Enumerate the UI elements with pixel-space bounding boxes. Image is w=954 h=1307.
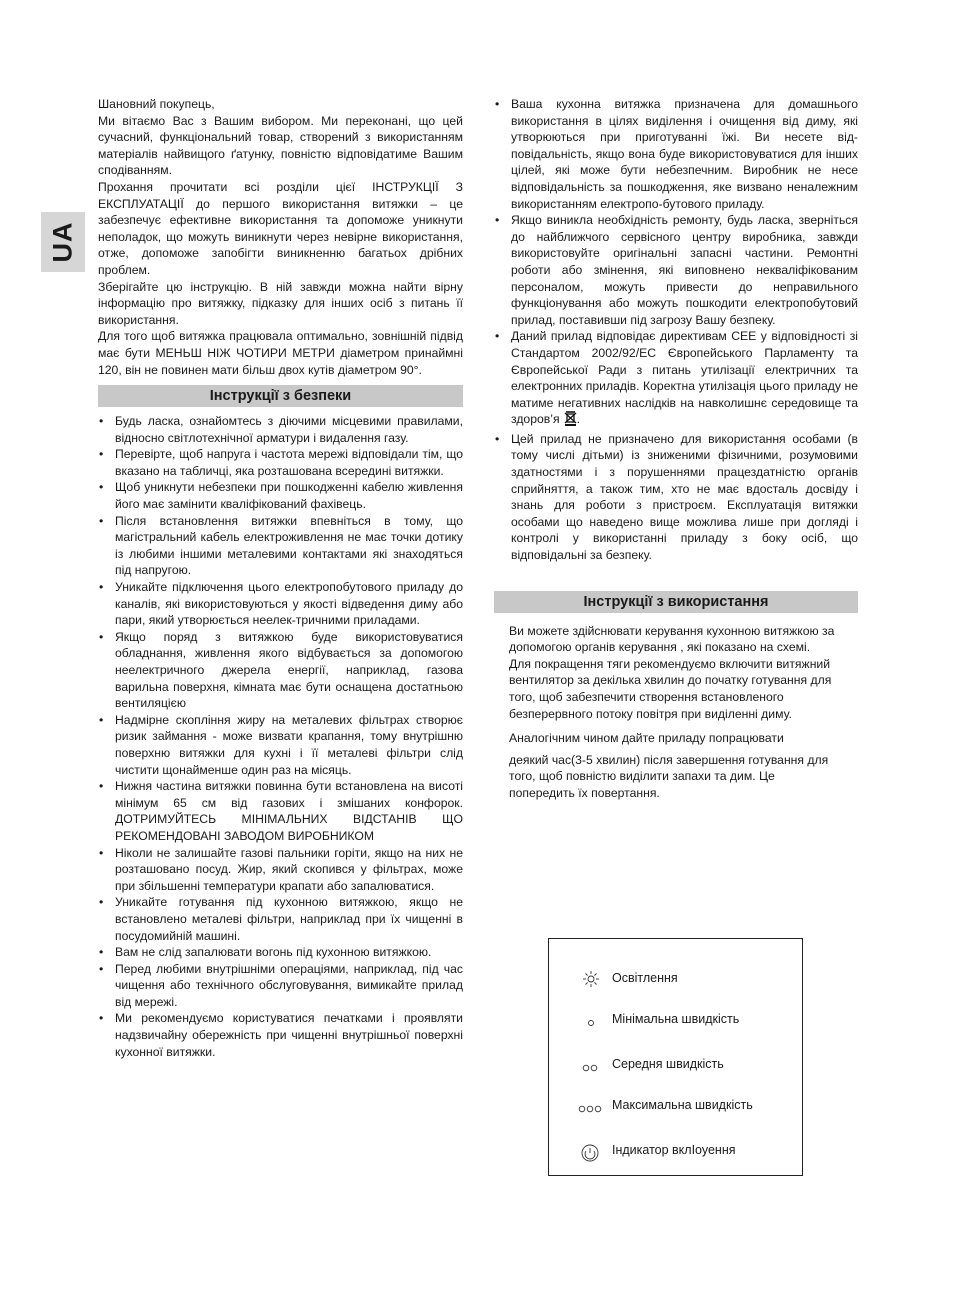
left-column [98,96,463,1060]
list-item: • Перевірте, щоб напруга і частота мережі відповідали тім, що вказано на табличці, яка розташована всередині витяжки. [98,446,463,479]
control-legend [548,938,803,1176]
speed-3-icon [577,1094,607,1118]
usage-text [494,623,858,802]
safety-section-title: Інструкції з безпеки [98,385,463,407]
speed-2-icon [577,1053,607,1077]
list-item: • Ніколи не залишайте газові пальники горіти, якщо на них не розташовано посуд. Жир, який скопився у фільтрах, може при збільшенні температури крапати або запалюватися. [98,845,463,895]
legend-label: Індикатор вклІоуення [612,1143,736,1157]
list-item: • Надмірне скоплiння жиру на металевих фільтрах створює ризик займання - може визвати крапання, тому внутрішню поверхню витяжки для кухні і її металеві фільтри слід чистити щонайменше один раз на місяць. [98,712,463,778]
legend-label: Середня швидкість [612,1057,724,1071]
legend-row-light [549,967,802,991]
list-item: • Ми рекомендуємо користуватися печатками і проявляти надзвичайну обережність при чищенні внутрішньої поверхні кухонної витяжки. [98,1010,463,1060]
legend-row-speed-3 [549,1094,802,1118]
list-item-text: Даний прилад відповідає директивам CEE у відповідності зі Стандартом 2002/92/EC Європейського Парламенту та Європейської Ради з питань утилізації електричних та електронних приладів. Коректна утилізація цього приладу не матиме негативних наслідків на навколишнє середовище та здоров’я [511,329,858,427]
list-item: • Після встановлення витяжки впевніться в тому, що магістральний кабель електроживлення не має точки дотику із любими іншими металевими контактами які знаходяться під напругою. [98,513,463,579]
legend-label: Мінімальна швидкість [612,1012,740,1026]
legend-row-power-indicator [549,1139,802,1163]
general-list [494,96,858,564]
safety-list [98,413,463,1060]
language-tab [41,212,85,272]
usage-paragraph: Аналогічним чином дайте приладу попрацювати [509,731,784,746]
usage-section-title: Інструкції з використання [494,591,858,613]
intro-paragraph: Ми вітаємо Вас з Вашим вибором. Ми переконані, що цей сучасний, функціональний товар, створений з використанням матеріалів найвищого ґатунку, повністю відповідатиме Вашим сподіванням. [98,113,463,178]
legend-label: Освітлення [612,971,678,985]
right-column [494,96,858,802]
list-item: • Уникайте підключення цього електропобутового приладу до каналів, які використовуються у якості відведення диму або пари, який утворюється неелек-тричними приладами. [98,579,463,629]
language-code: UA [47,221,78,263]
legend-row-speed-1 [549,1008,802,1032]
intro-paragraph: Для того щоб витяжка працювала оптимально, зовнішній підвід має бути МЕНЬШ НІЖ ЧОТИРИ МЕТРИ діаметром принаймні 120, він не повинен мати більш двох кутів діаметром 90°. [98,329,463,377]
list-item: • Якщо поряд з витяжкою буде використовуватися обладнання, живлення якого відбувається за допомогою неелектричного джерела енергії, наприклад, газова варильна поверхня, кімната має бути оснащена достатньою вентиляцією [98,629,463,712]
intro-paragraph: Зберігайте цю інструкцію. В ній завжди можна найти вірну інформацію про витяжку, підказку для інших осіб з питань її використання. [98,279,463,327]
weee-bin-icon [564,411,577,431]
list-item: • Уникайте готування під кухонною витяжкою, якщо не встановлено металеві фільтри, наприклад при їх чищенні в посудомийній машині. [98,894,463,944]
light-icon [577,967,607,991]
list-item: • Цей прилад не призначено для використання особами (в тому числі дітьми) із зниженими фізичними, розумовими здатностями і з порушеннями працездатністю органів сприйняття, а також тим, хто не має вдосталь досвіду і знань для роботи з пристроєм. Експлуатація витяжки особами що наведено вище можлива лише при догляді і контролі у використанні приладу з боку осіб, що відповідальні за безпеку. [494,431,858,564]
list-item: • Будь ласка, ознайомтесь з діючими місцевими правилами, відносно світлотехнічної арматури і видалення газу. [98,413,463,446]
list-item: • Щоб уникнути небезпеки при пошкодженні кабелю живлення його має замінити кваліфікований фахівець. [98,479,463,512]
usage-paragraph: деякий час(3-5 хвилин) після завершення готування для того, щоб повністю виділити запахи та дим. Це попередить їх повертання. [509,752,829,800]
speed-1-icon [577,1008,607,1032]
list-item [494,328,858,431]
legend-row-speed-2 [549,1053,802,1077]
list-item-end: . [576,412,580,427]
intro-paragraph: Прохання прочитати всі розділи цієї ІНСТРУКЦІЇ З ЕКСПЛУАТАЦІЇ до першого використання витяжки – це забезпечує ефективне використання та допоможе уникнути неполадок, що можуть виникнути через невірне використання, отже, допоможе запобігти виникненню багатьох дрібних проблем. [98,179,463,277]
list-item: • Перед любими внутрішніми операціями, наприклад, під час чищення або технічного обслуговування, вимикайте прилад від мережі. [98,961,463,1011]
list-item: • Ваша кухонна витяжка призначена для домашнього використання в цілях виділення і очищення від диму, які утворюються при приготуванні їжі. Ви несете від-повідальність, якщо вона буде використовуватися для інших цілей, які може бути небезпечним. Виробник не несе відповідальність за пошкодження, яке визвано неналежним використанням електропо-бутового приладу. [494,96,858,212]
greeting: Шановний покупець, [98,97,215,111]
legend-label: Максимальна швидкість [612,1098,753,1112]
usage-paragraph: Для покращення тяги рекомендуємо включити витяжний вентилятор за декілька хвилин до початку готування для того, щоб забезпечити створення встановленого безперервного потоку повітря при виділенні диму. [509,656,832,721]
usage-paragraph: Ви можете здійснювати керування кухонною витяжкою за допомогою органів керування , які показано на схемі. [509,623,835,655]
list-item: • Якщо виникла необхідність ремонту, будь ласка, зверніться до найближчого сервісного центру виробника, завжди використовуйте оригінальні запасні частини. Ремонтні роботи або змінення, які виповнено некваліфікованим персоналом, можуть привести до неправильного функціонування або можуть пошкодити електропобутовий прилад, поставивши під загрозу Вашу безпеку. [494,212,858,328]
power-indicator-icon [577,1139,607,1163]
list-item: • Нижня частина витяжки повинна бути встановлена на висоті мінімум 65 см від газових і змішаних конфорок. ДОТРИМУЙТЕСЬ МІНІМАЛЬНИХ ВІДСТАНІВ ЩО РЕКОМЕНДОВАНІ ЗАВОДОМ ВИРОБНИКОМ [98,778,463,844]
list-item: • Вам не слід запалювати вогонь під кухонною витяжкою. [98,944,463,961]
